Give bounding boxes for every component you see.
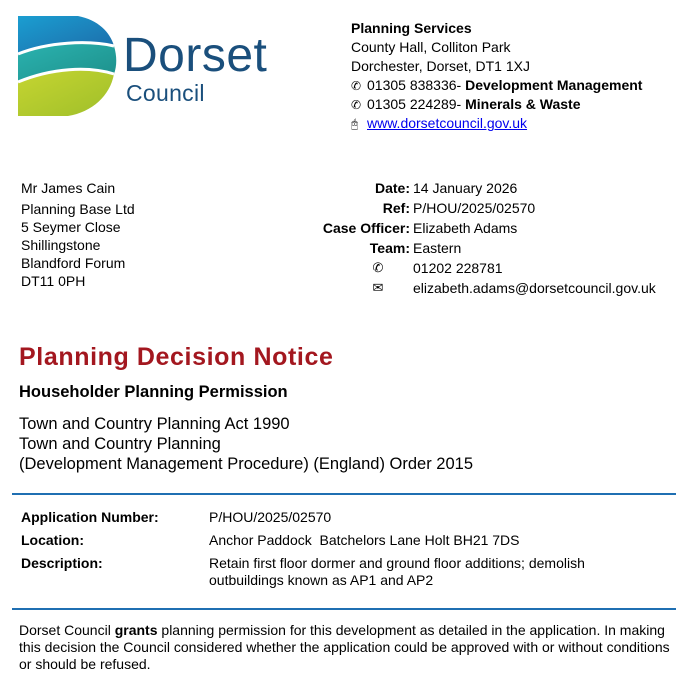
team-value: Eastern bbox=[413, 240, 462, 256]
application-details bbox=[21, 509, 671, 599]
phone-line-2 bbox=[351, 95, 642, 114]
services-address-1: County Hall, Colliton Park bbox=[351, 39, 511, 55]
decision-text bbox=[19, 622, 674, 673]
mouse-icon: 🖰 bbox=[351, 117, 359, 131]
team-label: Team: bbox=[369, 240, 410, 256]
application-number-label: Application Number: bbox=[21, 509, 159, 525]
recipient-name: Mr James Cain bbox=[21, 180, 116, 196]
phone-line-1 bbox=[351, 76, 642, 95]
services-title: Planning Services bbox=[351, 20, 472, 36]
meta-officer bbox=[280, 220, 690, 240]
officer-phone: 01202 228781 bbox=[413, 260, 503, 276]
date-label: Date: bbox=[374, 180, 410, 196]
recipient-line: 5 Seymer Close bbox=[21, 219, 121, 235]
decision-verb: grants bbox=[114, 622, 158, 638]
legislation-line: Town and Country Planning Act 1990 bbox=[19, 415, 290, 433]
ref-value: P/HOU/2025/02570 bbox=[413, 200, 536, 216]
services-block bbox=[351, 19, 642, 133]
phone-label-1: Development Management bbox=[465, 77, 643, 93]
meta-email bbox=[280, 280, 690, 300]
description-value bbox=[209, 555, 585, 589]
detail-location bbox=[21, 532, 671, 555]
recipient-line: DT11 0PH bbox=[21, 273, 86, 289]
detail-description bbox=[21, 555, 671, 595]
decision-lead: Dorset Council bbox=[19, 622, 111, 638]
services-address-2: Dorchester, Dorset, DT1 1XJ bbox=[351, 58, 530, 74]
envelope-icon: ✉ bbox=[372, 280, 384, 295]
phone-icon: ✆ bbox=[372, 260, 384, 275]
meta-ref bbox=[280, 200, 690, 220]
application-number-value: P/HOU/2025/02570 bbox=[209, 509, 332, 525]
location-label: Location: bbox=[21, 532, 84, 548]
council-logo bbox=[18, 16, 273, 116]
detail-number bbox=[21, 509, 671, 532]
ref-label: Ref: bbox=[382, 200, 410, 216]
website-link[interactable]: www.dorsetcouncil.gov.uk bbox=[367, 115, 528, 131]
phone-label-2: Minerals & Waste bbox=[465, 96, 581, 112]
phone-icon: ✆ bbox=[351, 79, 362, 93]
legislation-line: (Development Management Procedure) (England) Order 2015 bbox=[19, 455, 473, 473]
meta-team bbox=[280, 240, 690, 260]
dorset-logo-icon bbox=[18, 16, 118, 116]
phone-number-1: 01305 838336- bbox=[367, 77, 462, 93]
letter-meta bbox=[280, 180, 690, 300]
officer-value: Elizabeth Adams bbox=[413, 220, 518, 236]
brand-subname: Council bbox=[126, 80, 205, 106]
legislation-line: Town and Country Planning bbox=[19, 435, 221, 453]
meta-phone bbox=[280, 260, 690, 280]
notice-title: Planning Decision Notice bbox=[19, 343, 334, 371]
recipient-line: Blandford Forum bbox=[21, 255, 126, 271]
meta-date bbox=[280, 180, 690, 200]
divider-bottom bbox=[12, 608, 676, 610]
phone-icon: ✆ bbox=[351, 98, 362, 112]
notice-subtitle: Householder Planning Permission bbox=[19, 383, 288, 401]
website-line bbox=[351, 114, 642, 133]
divider-top bbox=[12, 493, 676, 495]
phone-number-2: 01305 224289- bbox=[367, 96, 462, 112]
location-value: Anchor Paddock Batchelors Lane Holt BH21 7DS bbox=[209, 532, 520, 548]
officer-label: Case Officer: bbox=[322, 220, 410, 236]
recipient-line: Planning Base Ltd bbox=[21, 201, 135, 217]
description-line: Retain first floor dormer and ground floor additions; demolish bbox=[209, 555, 585, 571]
officer-email: elizabeth.adams@dorsetcouncil.gov.uk bbox=[413, 280, 656, 296]
recipient-address bbox=[21, 179, 135, 290]
decision-rest: planning permission for this development as detailed in the application. In making this decision the Council considered whether the application could be approved with or without conditions or should be refused. bbox=[19, 622, 670, 672]
brand-name: Dorset bbox=[123, 29, 268, 82]
recipient-line: Shillingstone bbox=[21, 237, 101, 253]
description-line: outbuildings known as AP1 and AP2 bbox=[209, 572, 434, 588]
description-label: Description: bbox=[21, 555, 103, 571]
date-value: 14 January 2026 bbox=[413, 180, 518, 196]
legislation-list bbox=[19, 414, 473, 474]
